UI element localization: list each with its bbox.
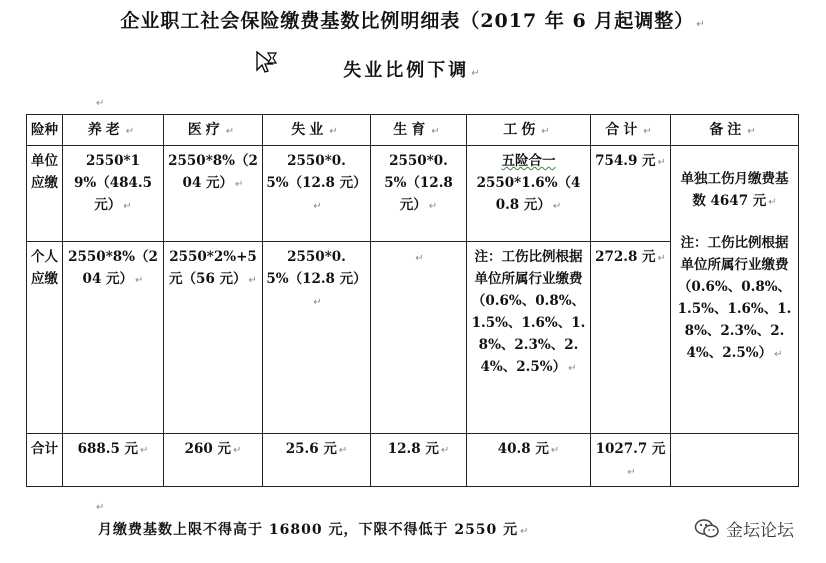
total-row [27,434,799,487]
total-row-label: 合计 [27,434,63,487]
personal-unemployment-cell: 2550*0.5%（12.8 元）↵ [263,242,371,434]
unit-payment-row [27,146,799,242]
unit-pension-cell: 2550*19%（484.5 元） ↵ [63,146,164,242]
unit-injury-value: 2550*1.6%（40.8 元） ↵ [476,175,581,213]
remarks-injury-base: 单独工伤月缴费基数 4647 元 ↵ [680,171,789,209]
unit-medical-cell: 2550*8%（204 元） ↵ [164,146,263,242]
paragraph-mark: ↵ [96,98,105,109]
personal-medical-cell: 2550*2%+5 元（56 元） ↵ [164,242,263,434]
header-remarks: 备注 ↵ [671,115,799,146]
personal-total-cell: 272.8 元 ↵ [591,242,671,434]
header-injury: 工伤 ↵ [467,115,591,146]
header-row [27,115,799,146]
page-title: 企业职工社会保险缴费基数比例明细表（2017 年 6 月起调整） ↵ [120,10,706,32]
footer-note: 月缴费基数上限不得高于 16800 元，下限不得低于 2550 元 ↵ [98,522,530,538]
header-total: 合计 ↵ [591,115,671,146]
header-pension: 养老 ↵ [63,115,164,146]
paragraph-mark: ↵ [96,502,105,513]
insurance-detail-table [26,114,799,487]
total-pension-cell: 688.5 元 ↵ [63,434,164,487]
total-unemployment-cell: 25.6 元 ↵ [263,434,371,487]
five-in-one-label: 五险合一 [501,153,556,169]
unit-unemployment-cell: 2550*0.5%（12.8 元）↵ [263,146,371,242]
unit-maternity-cell: 2550*0.5%（12.8 元） ↵ [371,146,467,242]
total-remarks-cell [671,434,799,487]
total-medical-cell: 260 元 ↵ [164,434,263,487]
unit-payment-label: 单位应缴 [27,146,63,242]
personal-maternity-cell: ↵ [371,242,467,434]
header-maternity: 生育 ↵ [371,115,467,146]
unit-total-cell: 754.9 元 ↵ [591,146,671,242]
header-medical: 医疗 ↵ [164,115,263,146]
header-type-label: 险种 [27,115,63,146]
personal-pension-cell: 2550*8%（204 元） ↵ [63,242,164,434]
remarks-injury-note: 注：工伤比例根据单位所属行业缴费（0.6%、0.8%、1.5%、1.6%、1.8%、2.3%、2.4%、2.5%） ↵ [677,235,792,361]
brand-watermark [694,516,794,541]
total-injury-cell: 40.8 元 ↵ [467,434,591,487]
total-sum-cell: 1027.7 元↵ [591,434,671,487]
brand-name: 金坛论坛 [726,521,794,541]
wechat-icon [694,518,720,540]
personal-injury-cell: 注：工伤比例根据单位所属行业缴费（0.6%、0.8%、1.5%、1.6%、1.8%、2.3%、2.4%、2.5%） ↵ [467,242,591,434]
header-unemployment: 失业 ↵ [263,115,371,146]
personal-payment-label: 个人应缴 [27,242,63,434]
sub-title: 失业比例下调 ↵ [343,60,483,81]
remarks-cell [671,146,799,434]
unit-injury-cell [467,146,591,242]
total-maternity-cell: 12.8 元 ↵ [371,434,467,487]
